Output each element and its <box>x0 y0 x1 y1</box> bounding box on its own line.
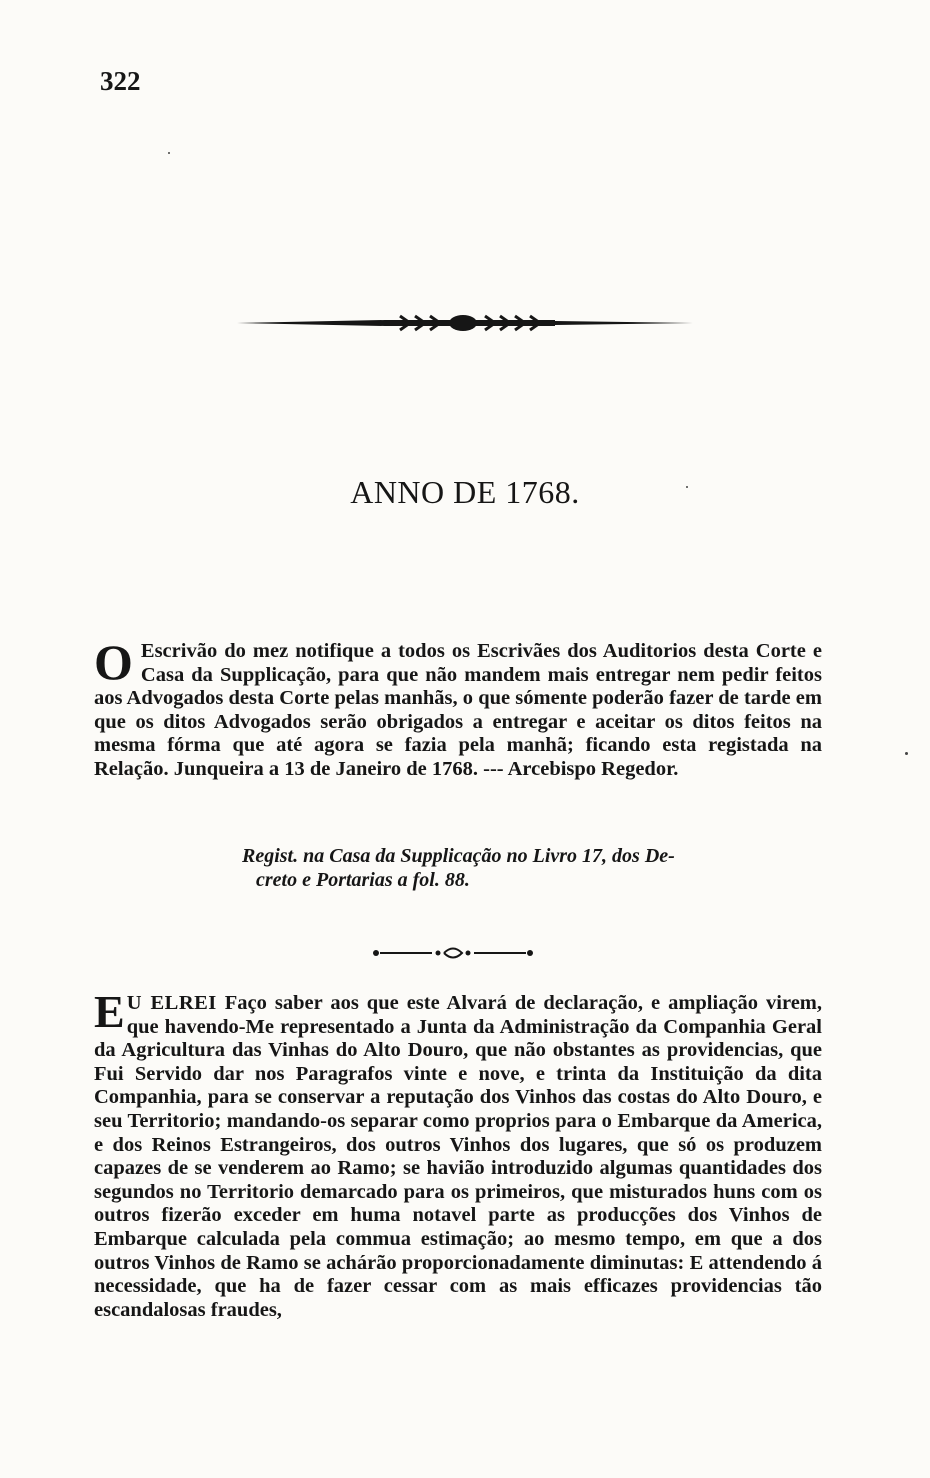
drop-cap: O <box>94 634 133 690</box>
alvara-text: Faço saber aos que este Alvará de declaração, e ampliação virem, que havendo-Me representado a Junta da Administração da Companhia Geral da Agricultura das Vinhas do Alto Douro, que não obstantes as providencias, que Fui Servido dar nos Paragrafos vinte e nove, e trinta da Instituição da dita Companhia, para se conservar a reputação dos Vinhos das costas do Alto Douro, e seu Territorio; mandando-os separar como proprios para o Embarque da America, e dos Reinos Estrangeiros, dos outros Vinhos dos lugares, que só os produzem capazes de se venderem ao Ramo; se havião introduzido algumas quantidades dos segundos no Territorio demarcado para os primeiros, que misturados huns com os outros fizerão exceder em huma notavel parte as producções dos Vinhos de Embarque calculada pela commua estimação; ao mesmo tempo, em que a dos outros Vinhos de Ramo se achárão proporcionadamente diminutas: E attendendo á necessidade, que ha de fazer cessar com as mais efficazes providencias tão escandalosas fraudes, <box>94 992 823 1321</box>
decree-text: Escrivão do mez notifique a todos os Escrivães dos Auditorios desta Corte e Casa da Supplicação, para que não mandem mais entregar nem pedir feitos aos Advogados desta Corte pelas manhãs, o que sómente poderão fazer de tarde em que os ditos Advogados serão obrigados a entregar e aceitar os ditos feitos na mesma fórma que até agora se fazia pela manhã; ficando esta registada na Relação. Junqueira a 13 de Janeiro de 1768. --- Arcebispo Regedor. <box>94 640 822 780</box>
decree-paragraph <box>94 634 822 782</box>
ink-speck <box>168 152 170 154</box>
registration-note <box>242 844 802 892</box>
ink-speck <box>686 486 688 488</box>
page-number: 322 <box>100 66 141 96</box>
ink-speck <box>905 752 908 755</box>
drop-cap: E <box>94 986 125 1037</box>
year-heading: ANNO DE 1768. <box>350 474 580 510</box>
alvara-opening: U ELREI <box>126 992 217 1014</box>
alvara-paragraph <box>94 986 823 1322</box>
registration-line: Regist. na Casa da Supplicação no Livro 17, dos De- <box>242 845 675 867</box>
registration-line: creto e Portarias a fol. 88. <box>256 869 470 891</box>
small-ornament <box>368 944 538 967</box>
ornamental-divider <box>235 312 695 339</box>
